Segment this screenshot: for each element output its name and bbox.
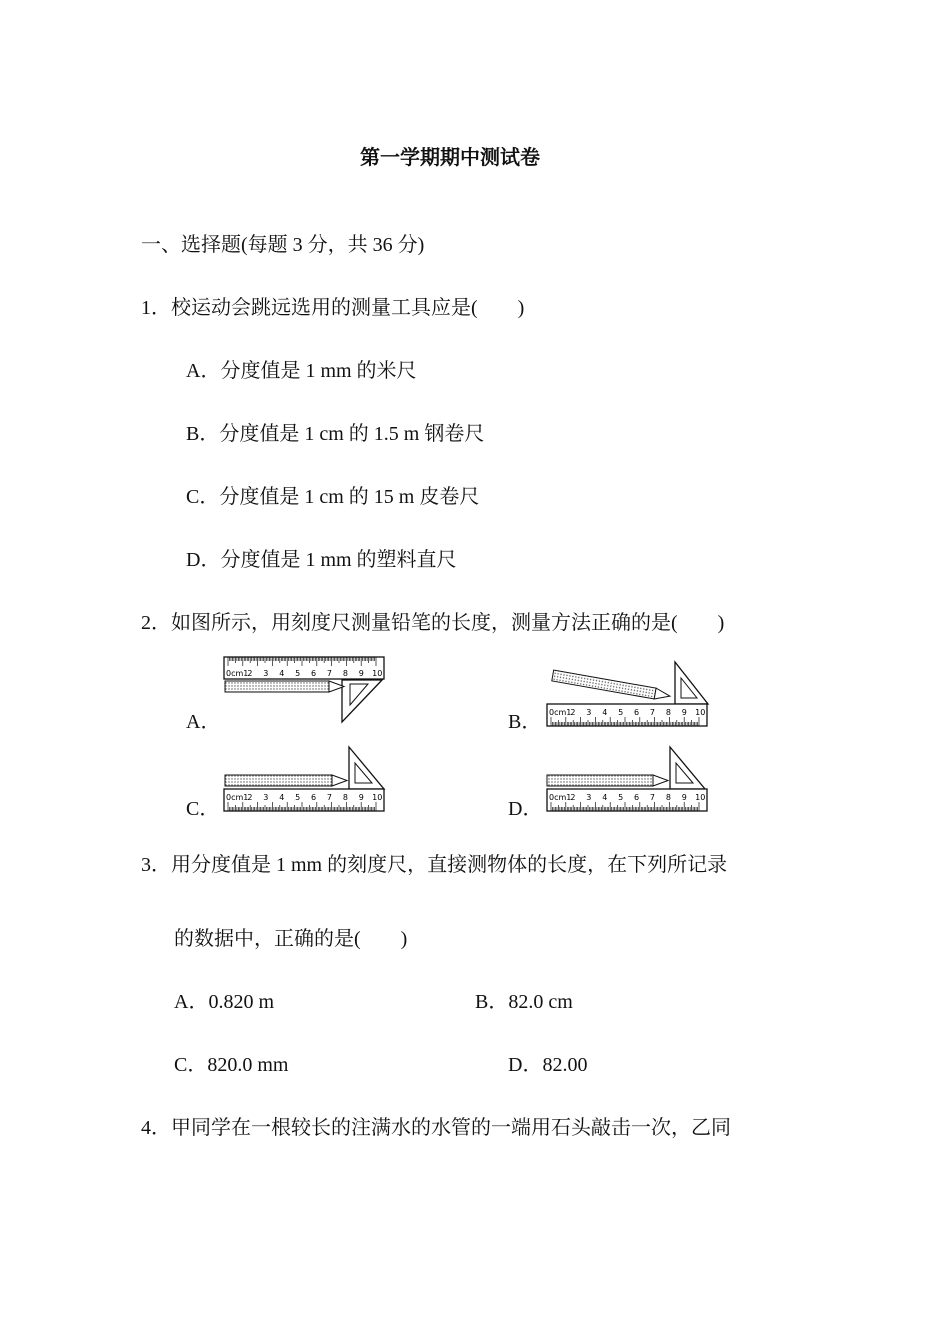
ruler-tick-label: 7 (649, 708, 656, 717)
ruler-tick-label: 8 (665, 708, 671, 717)
ruler-tick-label: 4 (602, 708, 608, 717)
ruler-tick-label: 7 (326, 793, 333, 802)
figure-b-measurement (545, 660, 710, 728)
ruler-tick-label: 4 (279, 793, 285, 802)
ruler-tick-label: 0cm1 (226, 793, 249, 802)
ruler-tick-label: 3 (586, 708, 592, 717)
page-title: 第一学期期中测试卷 (360, 147, 540, 169)
ruler-tick-label: 10 (695, 793, 706, 802)
section-heading: 一、选择题(每题 3 分，共 36 分) (141, 234, 425, 256)
ruler-b (547, 704, 707, 726)
ruler-tick-label: 5 (295, 793, 301, 802)
question-1-option-b: B．分度值是 1 cm 的 1.5 m 钢卷尺 (186, 423, 485, 445)
question-1-option-c: C．分度值是 1 cm 的 15 m 皮卷尺 (186, 486, 480, 508)
question-3-option-c: C．820.0 mm (174, 1054, 289, 1076)
ruler-tick-label: 8 (342, 793, 348, 802)
ruler-a (224, 657, 384, 679)
question-1-stem: 1．校运动会跳远选用的测量工具应是( ) (141, 297, 525, 319)
ruler-tick-label: 9 (681, 708, 687, 717)
triangle-a (342, 680, 382, 722)
question-4-stem: 4．甲同学在一根较长的注满水的水管的一端用石头敲击一次，乙同 (141, 1117, 731, 1139)
ruler-tick-label: 8 (665, 793, 671, 802)
question-2-label-c: C． (186, 798, 220, 820)
question-2-label-a: A． (186, 711, 221, 733)
ruler-tick-label: 6 (634, 793, 640, 802)
ruler-c (224, 789, 384, 811)
question-2-label-d: D． (508, 798, 543, 820)
ruler-tick-label: 5 (295, 669, 301, 678)
ruler-tick-label: 2 (247, 669, 253, 678)
ruler-tick-label: 6 (634, 708, 640, 717)
question-3-option-a: A．0.820 m (174, 991, 274, 1013)
ruler-tick-label: 9 (358, 669, 364, 678)
ruler-tick-label: 4 (602, 793, 608, 802)
question-3-stem-line-2: 的数据中，正确的是( ) (174, 928, 408, 950)
ruler-tick-label: 5 (618, 793, 624, 802)
ruler-tick-label: 7 (326, 669, 333, 678)
ruler-tick-label: 9 (358, 793, 364, 802)
question-2-label-b: B． (508, 711, 542, 733)
ruler-tick-label: 2 (570, 708, 576, 717)
ruler-tick-label: 3 (263, 793, 269, 802)
ruler-tick-label: 0cm1 (549, 708, 572, 717)
question-2-stem: 2．如图所示，用刻度尺测量铅笔的长度，测量方法正确的是( ) (141, 612, 725, 634)
figure-d-measurement (545, 745, 710, 813)
question-3-option-d: D．82.00 (508, 1054, 588, 1076)
question-1-option-a: A．分度值是 1 mm 的米尺 (186, 360, 417, 382)
ruler-tick-label: 3 (263, 669, 269, 678)
ruler-tick-label: 0cm1 (549, 793, 572, 802)
question-1-option-d: D．分度值是 1 mm 的塑料直尺 (186, 549, 457, 571)
ruler-tick-label: 10 (372, 669, 383, 678)
ruler-d (547, 789, 707, 811)
ruler-tick-label: 2 (247, 793, 253, 802)
pencil-d (547, 775, 668, 786)
ruler-tick-label: 9 (681, 793, 687, 802)
ruler-tick-label: 2 (570, 793, 576, 802)
ruler-tick-label: 10 (695, 708, 706, 717)
figure-c-measurement (222, 745, 387, 813)
ruler-tick-label: 10 (372, 793, 383, 802)
ruler-tick-label: 4 (279, 669, 285, 678)
ruler-tick-label: 5 (618, 708, 624, 717)
ruler-tick-label: 7 (649, 793, 656, 802)
pencil-b (552, 670, 671, 701)
question-3-option-b: B．82.0 cm (475, 991, 573, 1013)
ruler-tick-label: 6 (311, 793, 317, 802)
ruler-tick-label: 0cm1 (226, 669, 249, 678)
ruler-tick-label: 3 (586, 793, 592, 802)
figure-a-measurement (222, 655, 387, 725)
ruler-tick-label: 8 (342, 669, 348, 678)
question-3-stem-line-1: 3．用分度值是 1 mm 的刻度尺，直接测物体的长度，在下列所记录 (141, 854, 728, 876)
pencil-a (225, 681, 344, 692)
ruler-tick-label: 6 (311, 669, 317, 678)
pencil-c (225, 775, 347, 786)
